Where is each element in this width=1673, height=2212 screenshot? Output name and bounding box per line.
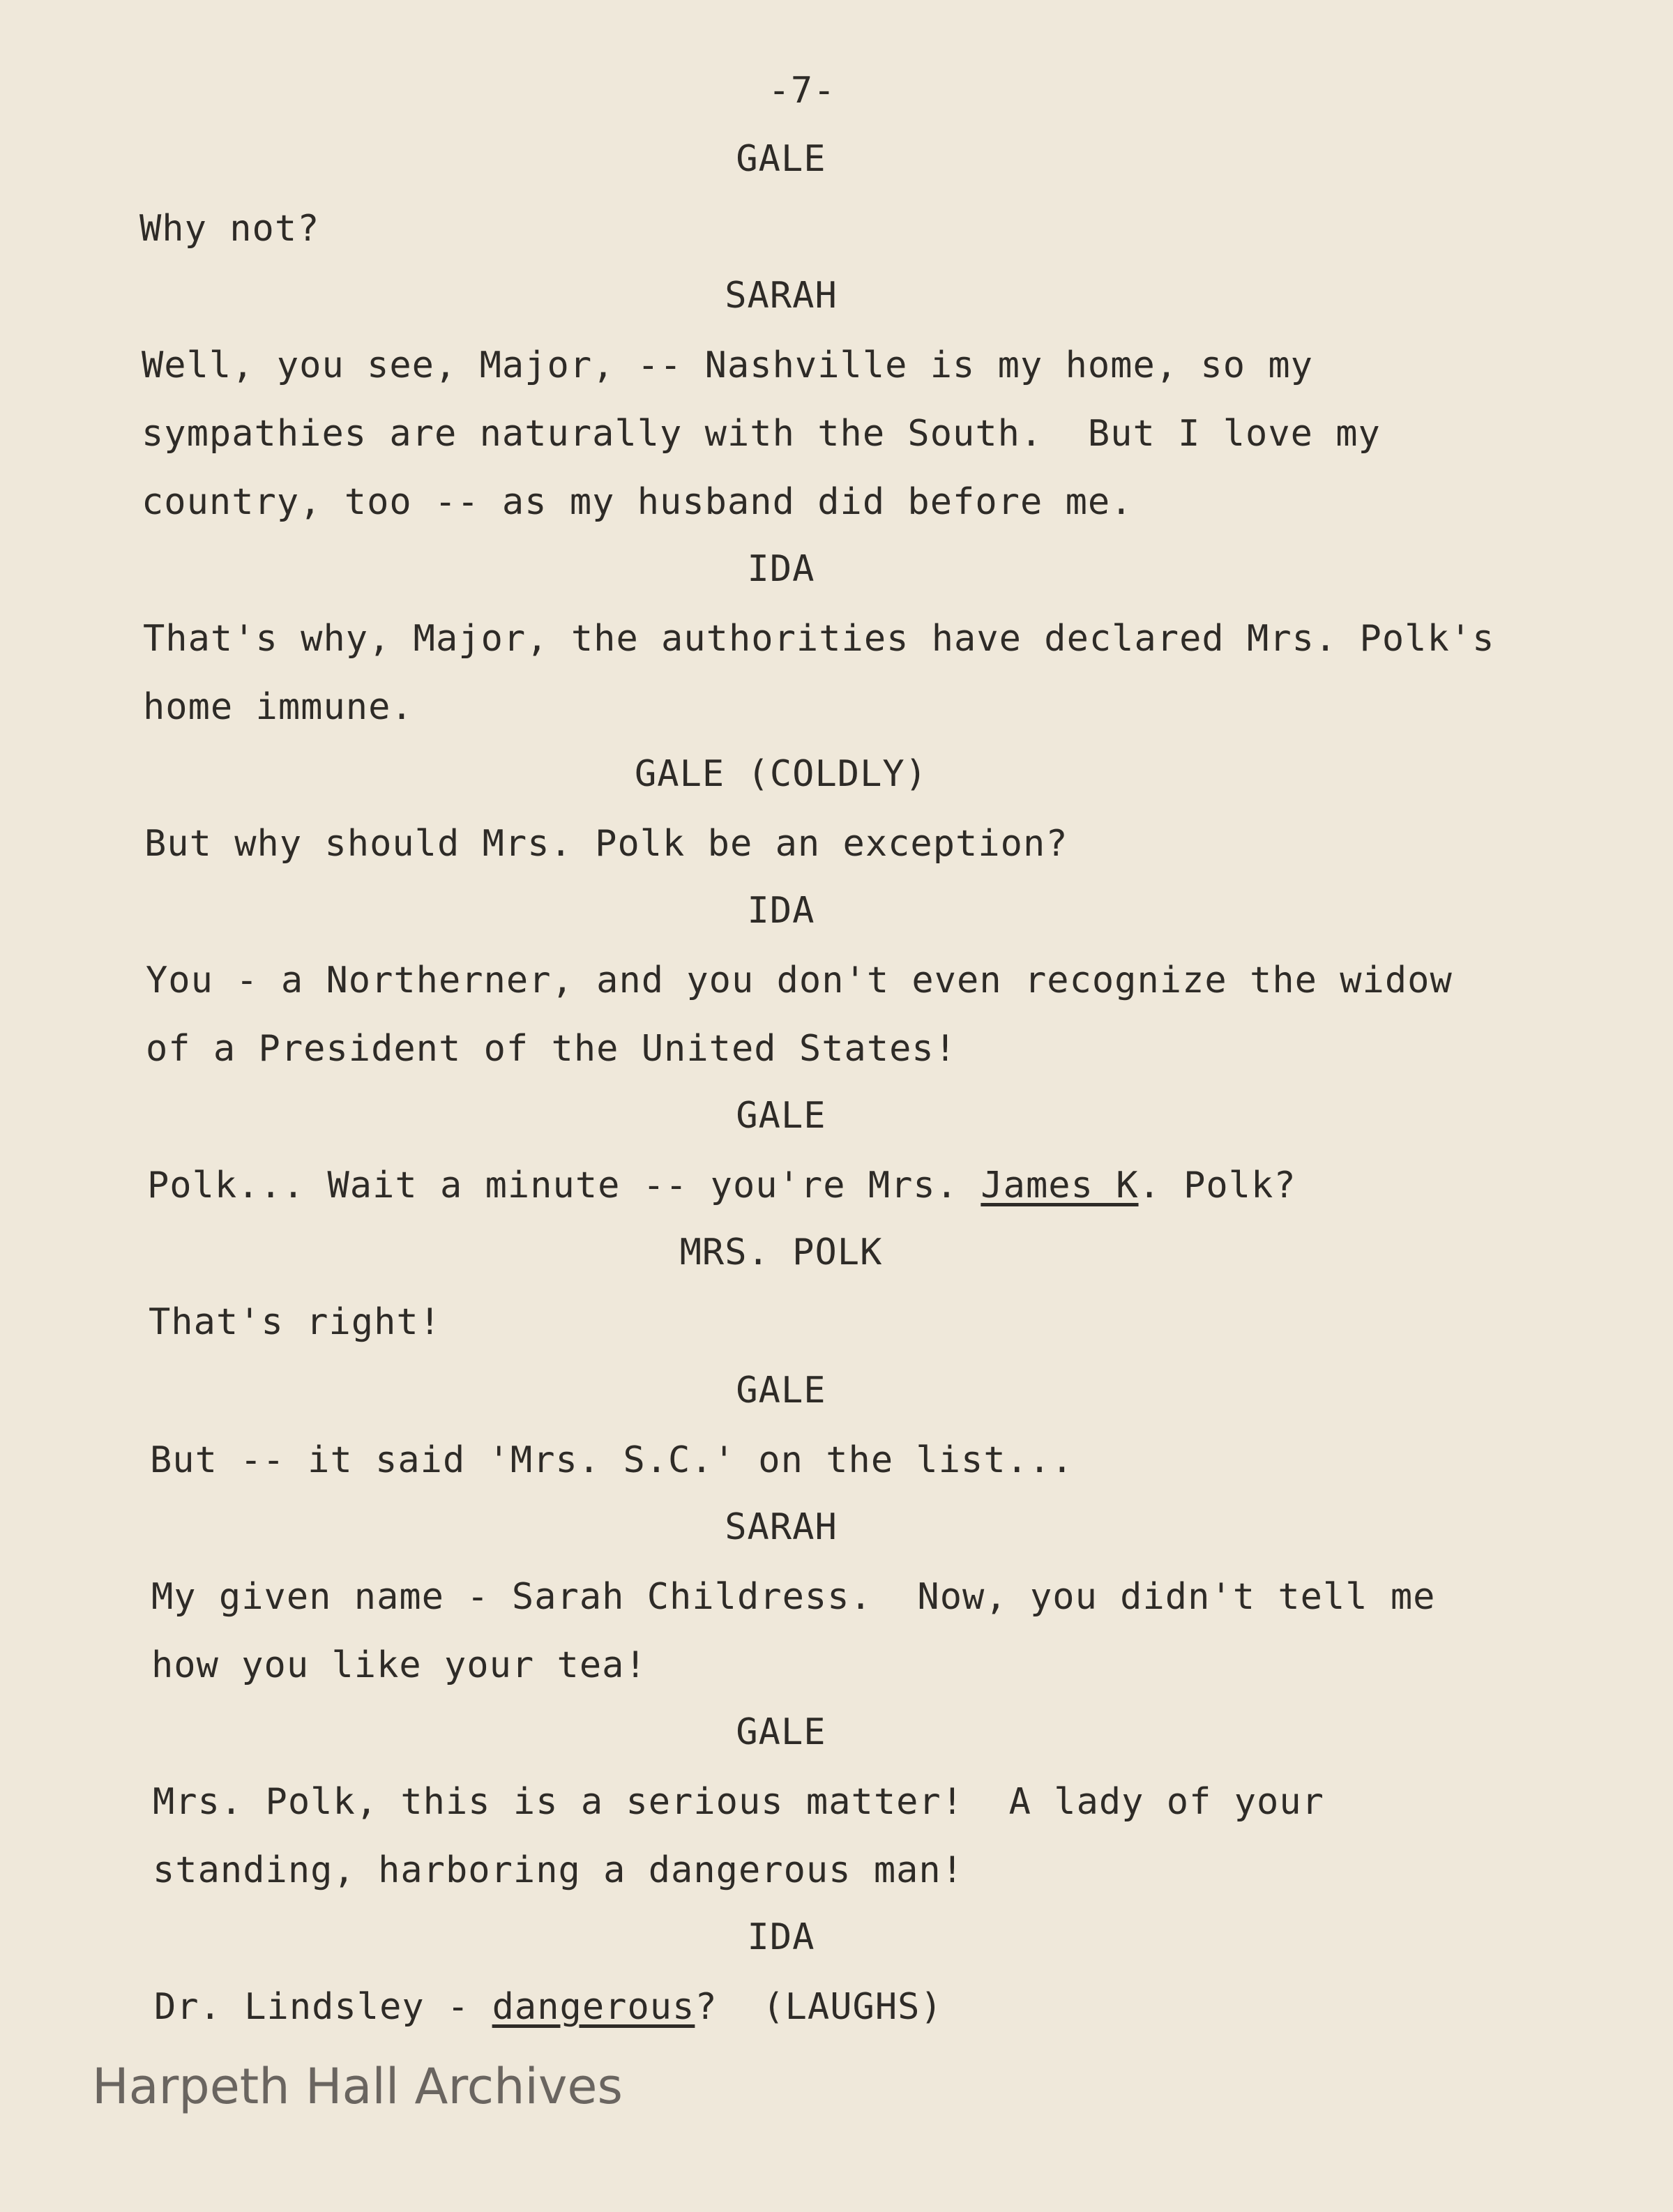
speaker-label: SARAH (725, 275, 838, 317)
underlined-text: James K (981, 1165, 1139, 1206)
speaker-label: IDA (747, 548, 815, 590)
underlined-text: dangerous (492, 1986, 695, 2028)
dialogue-line: how you like your tea! (151, 1644, 647, 1686)
dialogue-line (154, 1985, 943, 2029)
dialogue-line: You - a Northerner, and you don't even recognize the widow (146, 960, 1453, 1001)
dialogue-line: Mrs. Polk, this is a serious matter! A lady of your (153, 1781, 1324, 1823)
dialogue-line: That's why, Major, the authorities have declared Mrs. Polk's (143, 618, 1495, 660)
dialogue-line: of a President of the United States! (146, 1028, 957, 1070)
dialogue-line: standing, harboring a dangerous man! (153, 1849, 964, 1891)
speaker-label: GALE (COLDLY) (635, 753, 928, 795)
speaker-label: IDA (747, 1916, 815, 1958)
page-number: -7- (768, 70, 836, 112)
dialogue-line: Well, you see, Major, -- Nashville is my home, so my (142, 344, 1313, 386)
dialogue-text: ? (LAUGHS) (695, 1986, 943, 2028)
dialogue-text: . Polk? (1138, 1165, 1296, 1206)
dialogue-line: sympathies are naturally with the South. But I love my (142, 413, 1381, 455)
dialogue-line: My given name - Sarah Childress. Now, you didn't tell me (151, 1576, 1436, 1618)
dialogue-line: country, too -- as my husband did before me. (142, 481, 1133, 523)
speaker-label: GALE (736, 1711, 826, 1753)
speaker-label: MRS. POLK (679, 1232, 883, 1273)
speaker-label: GALE (736, 1095, 826, 1137)
speaker-label: SARAH (725, 1506, 838, 1548)
speaker-label: GALE (736, 1370, 826, 1411)
dialogue-text: Polk... Wait a minute -- you're Mrs. (147, 1165, 981, 1206)
speaker-label: IDA (747, 890, 815, 932)
dialogue-line: That's right! (149, 1301, 441, 1343)
dialogue-line: But -- it said 'Mrs. S.C.' on the list... (150, 1439, 1074, 1481)
dialogue-line: Why not? (139, 208, 320, 250)
speaker-label: GALE (736, 138, 826, 180)
dialogue-line: But why should Mrs. Polk be an exception? (144, 823, 1068, 865)
dialogue-line: home immune. (143, 686, 414, 728)
dialogue-text: Dr. Lindsley - (154, 1986, 492, 2028)
dialogue-line (147, 1163, 1296, 1208)
archive-watermark: Harpeth Hall Archives (92, 2058, 623, 2115)
